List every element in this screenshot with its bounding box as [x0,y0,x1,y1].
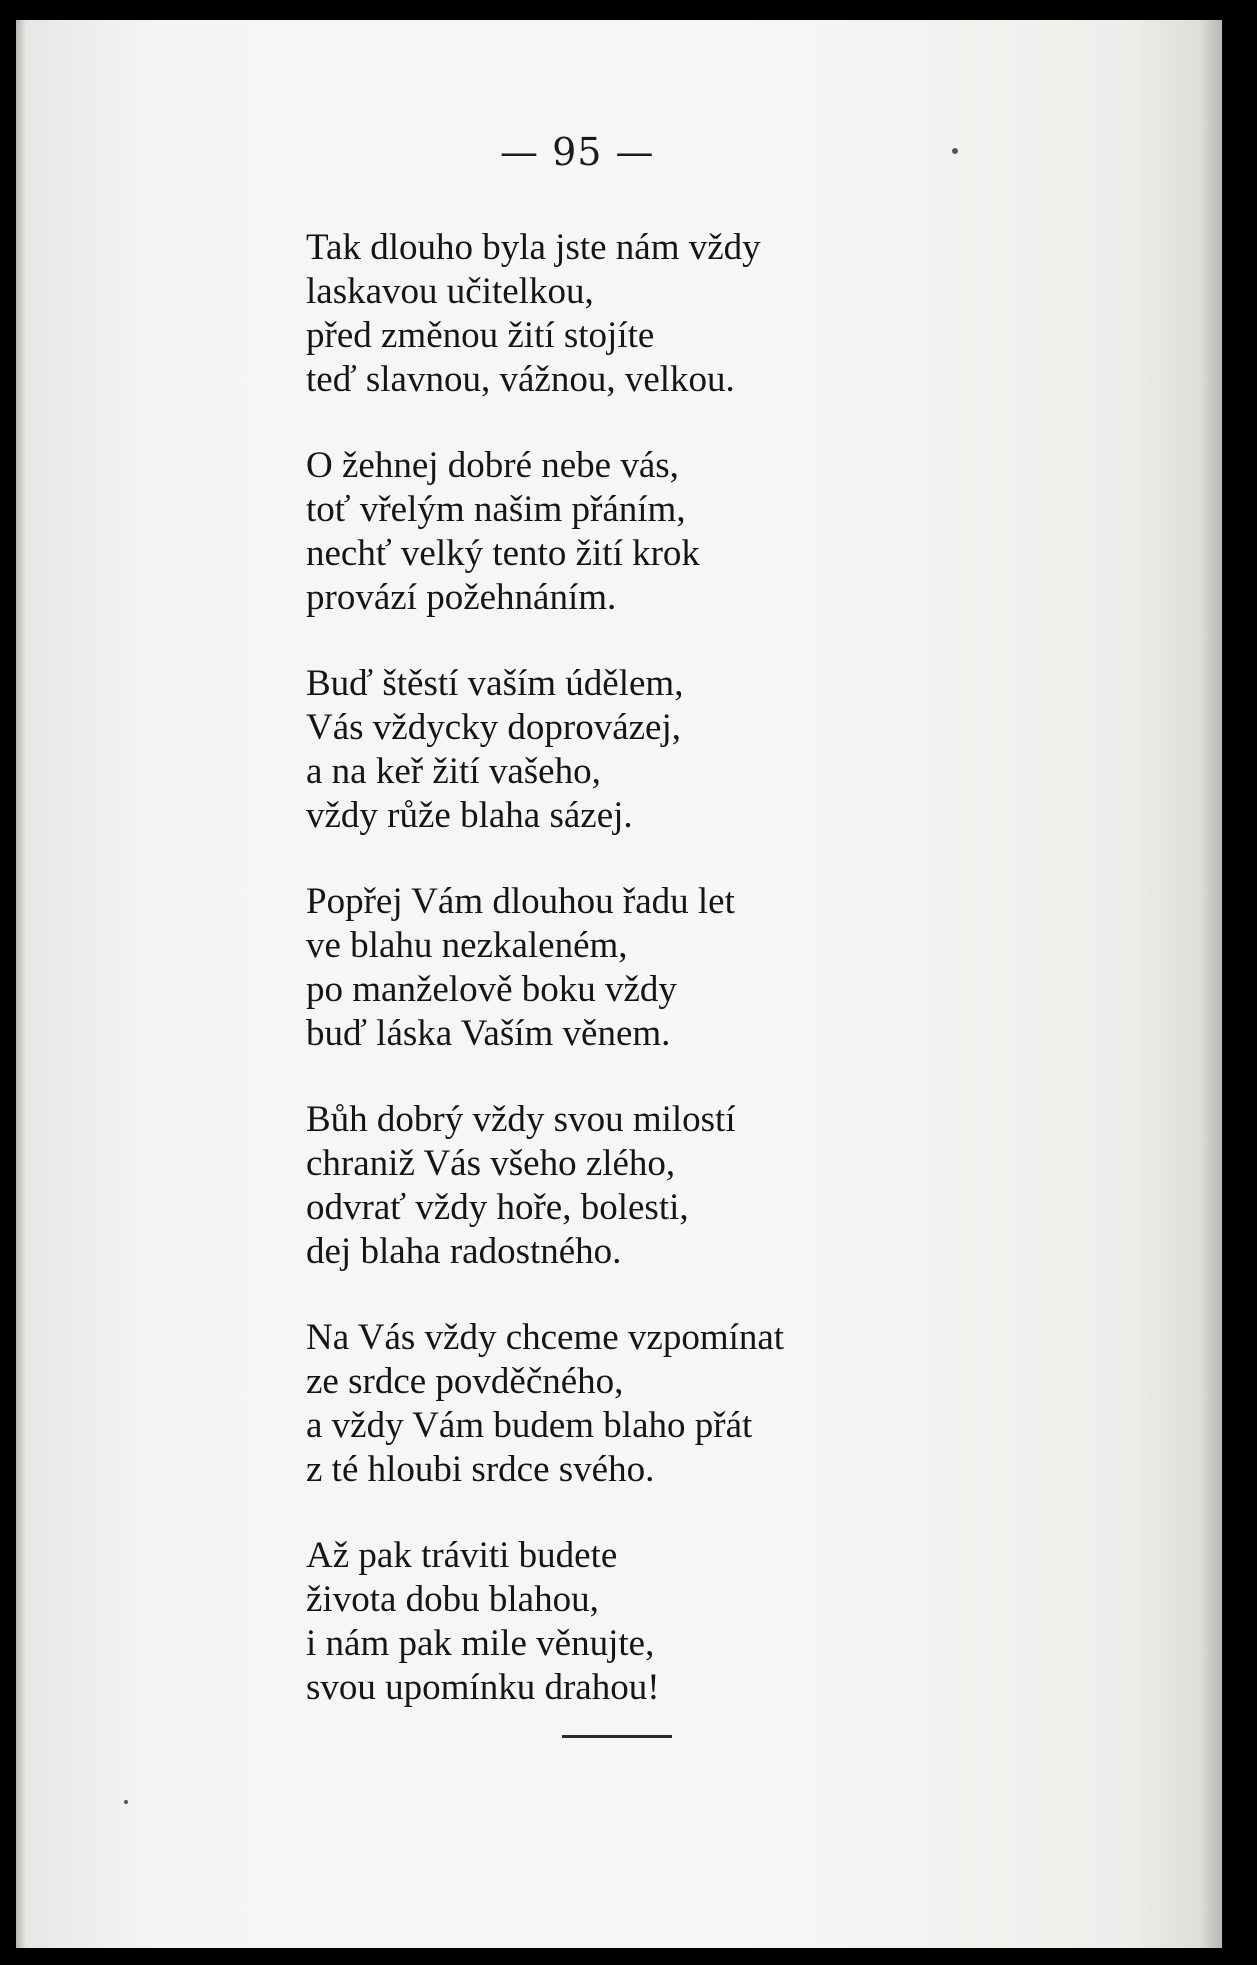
stanza-5 [306,1098,1066,1274]
poem-line: ve blahu nezkaleném, [306,925,628,966]
stanza-3 [306,662,1066,838]
poem-line: chraniž Vás všeho zlého, [306,1143,676,1184]
poem-line: vždy růže blaha sázej. [306,795,633,836]
poem-line: Až pak tráviti budete [306,1535,618,1576]
poem-line: nechť velký tento žití krok [306,533,700,574]
stanza-1 [306,226,1066,402]
poem-line: a vždy Vám budem blaho přát [306,1405,753,1446]
poem-line: ze srdce povděčného, [306,1361,624,1402]
poem-line: života dobu blahou, [306,1579,599,1620]
stanza-4 [306,880,1066,1056]
poem-line: po manželově boku vždy [306,969,677,1010]
poem-line: i nám pak mile věnujte, [306,1623,655,1664]
poem [306,226,1066,1752]
poem-line: Tak dlouho byla jste nám vždy [306,227,761,268]
stanza-7 [306,1534,1066,1710]
page-shadow-left [16,20,26,1948]
page-number: — 95 — [500,130,655,174]
poem-line: teď slavnou, vážnou, velkou. [306,359,735,400]
stanza-6 [306,1316,1066,1492]
poem-line: Na Vás vždy chceme vzpomínat [306,1317,785,1358]
poem-line: dej blaha radostného. [306,1231,622,1272]
poem-line: Vás vždycky doprovázej, [306,707,682,748]
poem-line: a na keř žití vašeho, [306,751,601,792]
paper-speck [124,1800,128,1804]
poem-line: Buď štěstí vaším údělem, [306,663,684,704]
poem-line: Popřej Vám dlouhou řadu let [306,881,735,922]
poem-line: buď láska Vaším věnem. [306,1013,671,1054]
poem-line: toť vřelým našim přáním, [306,489,686,530]
poem-line: laskavou učitelkou, [306,271,594,312]
poem-line: odvrať vždy hoře, bolesti, [306,1187,689,1228]
poem-line: provází požehnáním. [306,577,617,618]
paper-speck [952,148,958,154]
closing-rule [562,1735,672,1738]
poem-line: svou upomínku drahou! [306,1667,660,1708]
page-shadow-right [1200,20,1222,1948]
poem-line: před změnou žití stojíte [306,315,655,356]
poem-line: z té hloubi srdce svého. [306,1449,655,1490]
poem-line: O žehnej dobré nebe vás, [306,445,679,486]
stanza-2 [306,444,1066,620]
poem-line: Bůh dobrý vždy svou milostí [306,1099,736,1140]
